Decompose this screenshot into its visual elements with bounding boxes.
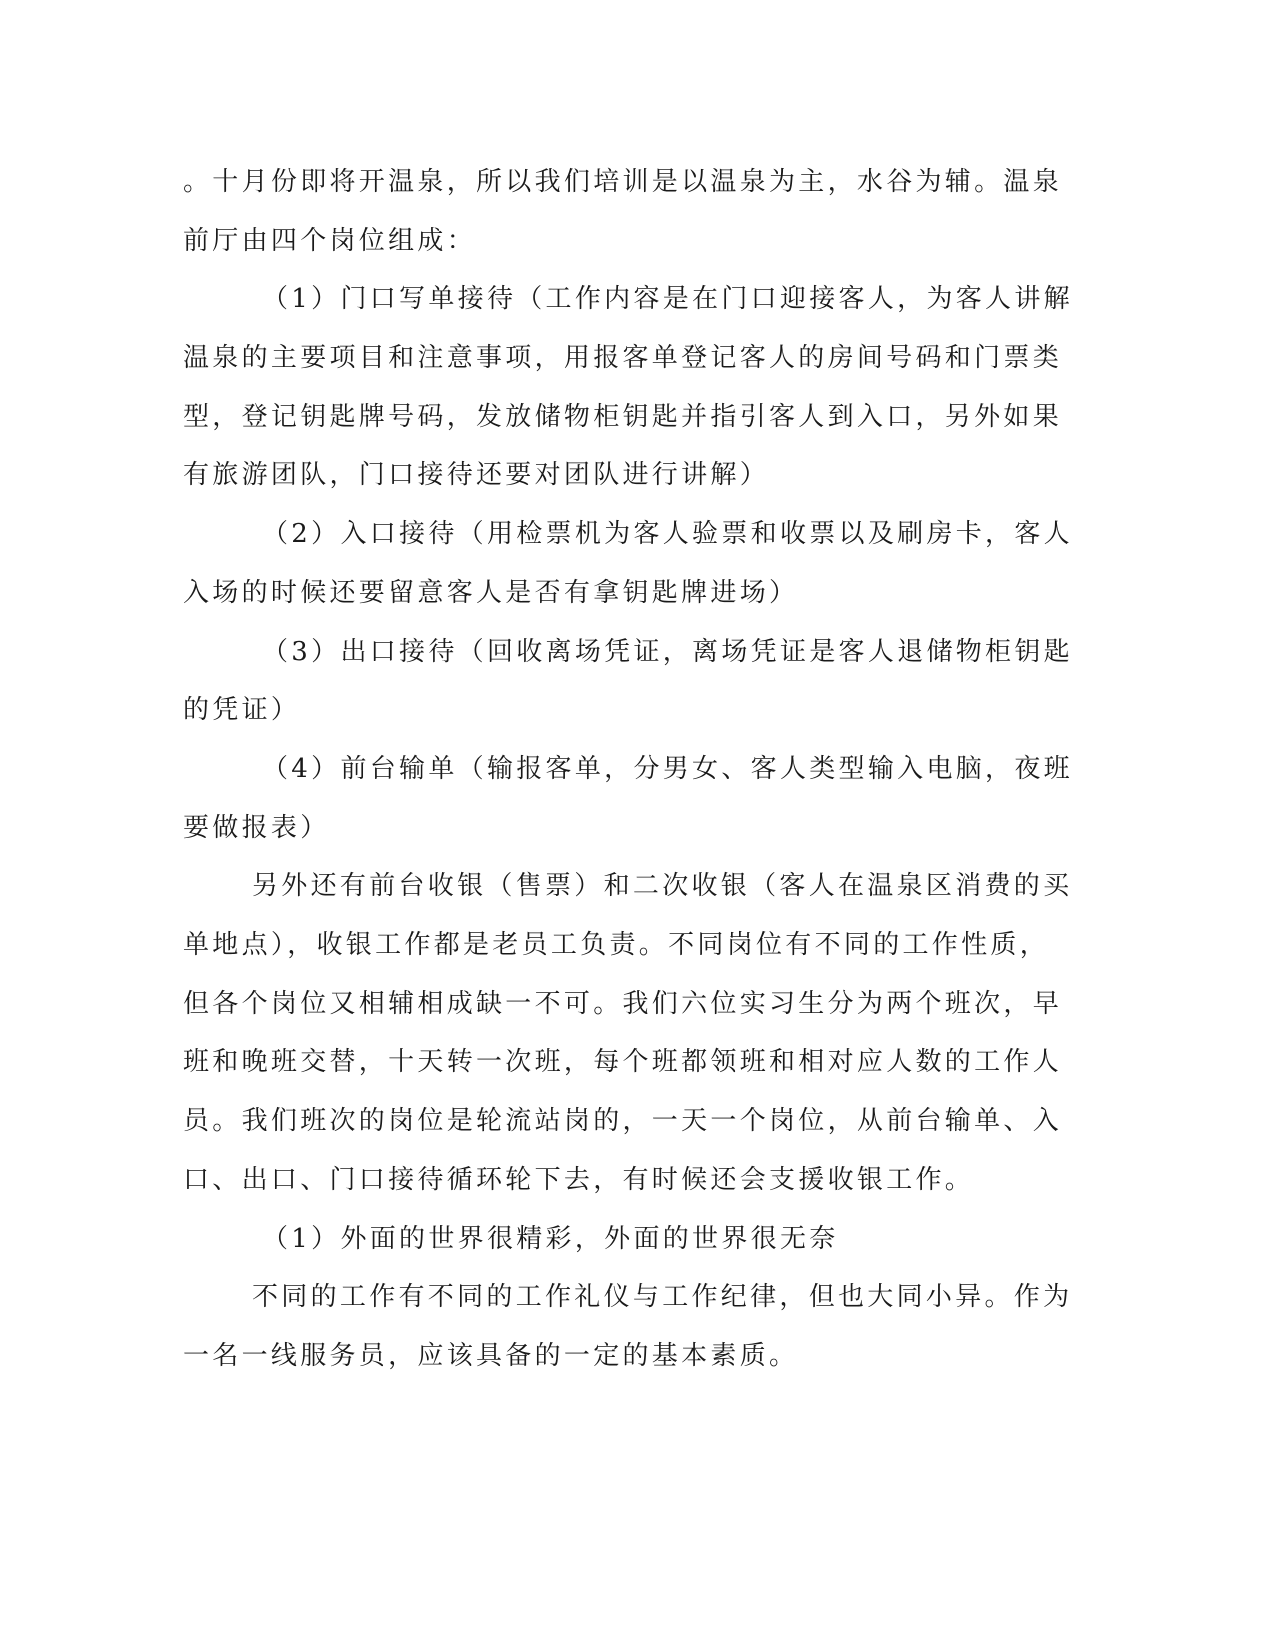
text-line: （2）入口接待（用检票机为客人验票和收票以及刷房卡，客人 [262, 519, 1073, 549]
text-line: 口、出口、门口接待循环轮下去，有时候还会支援收银工作。 [183, 1165, 975, 1195]
text-line: 另外还有前台收银（售票）和二次收银（客人在温泉区消费的买 [252, 871, 1073, 901]
text-line: 的凭证） [183, 695, 301, 725]
text-line: 前厅由四个岗位组成： [183, 226, 477, 256]
text-line: 一名一线服务员，应该具备的一定的基本素质。 [183, 1341, 799, 1371]
text-line: 班和晚班交替，十天转一次班，每个班都领班和相对应人数的工作人 [183, 1047, 1063, 1077]
text-line: 温泉的主要项目和注意事项，用报客单登记客人的房间号码和门票类 [183, 343, 1063, 373]
text-line: 入场的时候还要留意客人是否有拿钥匙牌进场） [183, 578, 799, 608]
text-line: （3）出口接待（回收离场凭证，离场凭证是客人退储物柜钥匙 [262, 637, 1073, 667]
section-heading: （1）外面的世界很精彩，外面的世界很无奈 [262, 1224, 839, 1254]
text-line: 型，登记钥匙牌号码，发放储物柜钥匙并指引客人到入口，另外如果 [183, 402, 1063, 432]
text-line: 不同的工作有不同的工作礼仪与工作纪律，但也大同小异。作为 [252, 1282, 1073, 1312]
text-line: 员。我们班次的岗位是轮流站岗的，一天一个岗位，从前台输单、入 [183, 1106, 1063, 1136]
text-line: （4）前台输单（输报客单，分男女、客人类型输入电脑，夜班 [262, 754, 1073, 784]
text-line: 。十月份即将开温泉，所以我们培训是以温泉为主，水谷为辅。温泉 [183, 167, 1063, 197]
text-line: 但各个岗位又相辅相成缺一不可。我们六位实习生分为两个班次，早 [183, 989, 1063, 1019]
text-line: （1）门口写单接待（工作内容是在门口迎接客人，为客人讲解 [262, 284, 1073, 314]
text-line: 单地点），收银工作都是老员工负责。不同岗位有不同的工作性质， [183, 930, 1050, 960]
text-line: 要做报表） [183, 813, 330, 843]
text-line: 有旅游团队，门口接待还要对团队进行讲解） [183, 460, 770, 490]
